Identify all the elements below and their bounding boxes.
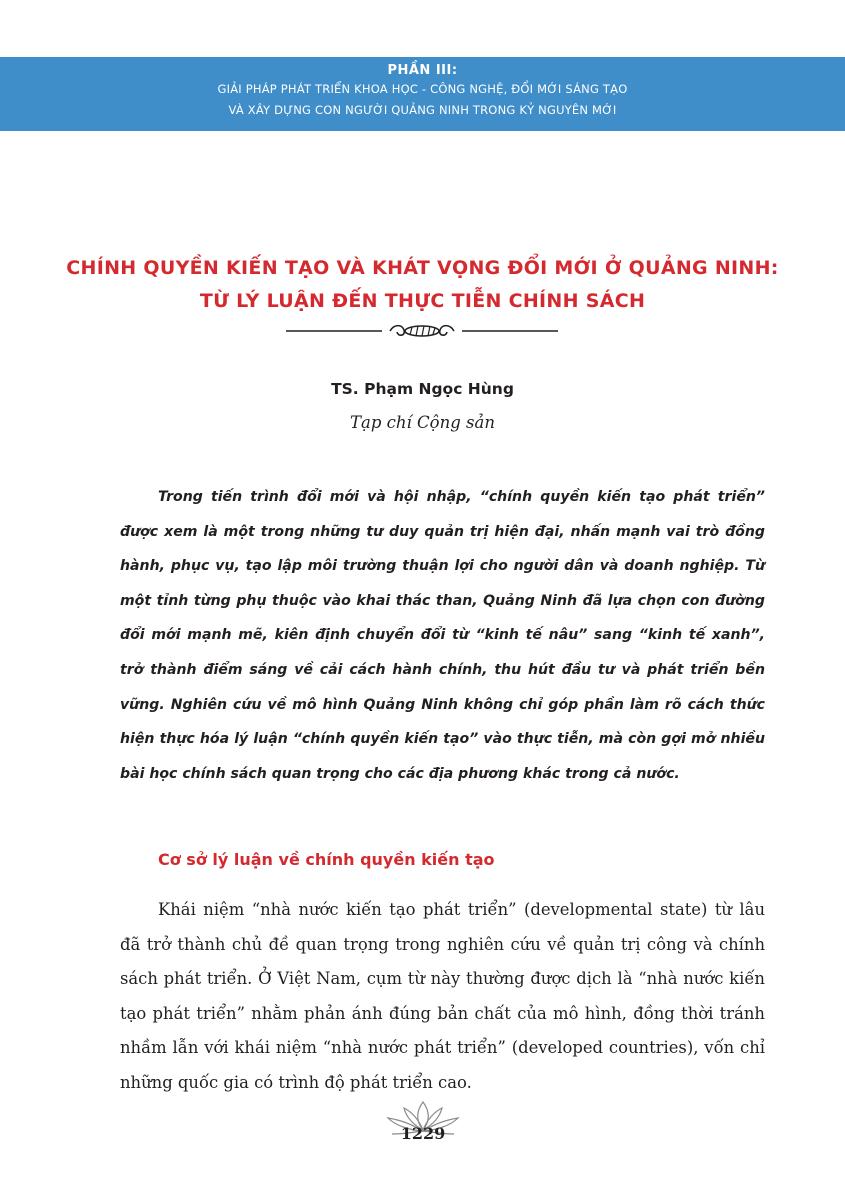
title-ornament-divider [286,322,558,340]
section-header-band [0,57,845,131]
body-paragraph: Khái niệm “nhà nước kiến tạo phát triển” (developmental state) từ lâu đã trở thành chủ đề quan trọng trong nghiên cứu về quản trị công và chính sách phát triển. Ở Việt Nam, cụm từ này thường được dịch là “nhà nước kiến tạo phát triển” nhằm phản ánh đúng bản chất của mô hình, đồng thời tránh nhầm lẫn với khái niệm “nhà nước phát triển” (developed countries), vốn chỉ những quốc gia có trình độ phát triển cao. [120,900,765,1092]
page-number: 1229 [400,1124,446,1143]
article-abstract: Trong tiến trình đổi mới và hội nhập, “chính quyền kiến tạo phát triển” được xem là một trong những tư duy quản trị hiện đại, nhấn mạnh vai trò đồng hành, phục vụ, tạo lập môi trường thuận lợi cho người dân và doanh nghiệp. Từ một tỉnh từng phụ thuộc vào khai thác than, Quảng Ninh đã lựa chọn con đường đổi mới mạnh mẽ, kiên định chuyển đổi từ “kinh tế nâu” sang “kinh tế xanh”, trở thành điểm sáng về cải cách hành chính, thu hút đầu tư và phát triển bền vững. Nghiên cứu về mô hình Quảng Ninh không chỉ góp phần làm rõ cách thức hiện thực hóa lý luận “chính quyền kiến tạo” vào thực tiễn, mà còn gợi mở nhiều bài học chính sách quan trọng cho các địa phương khác trong cả nước. [120,489,765,782]
part-title-line-2: VÀ XÂY DỰNG CON NGƯỜI QUẢNG NINH TRONG KỶ NGUYÊN MỚI [228,103,617,117]
part-label: PHẦN III: [387,63,458,78]
part-title-line-1: GIẢI PHÁP PHÁT TRIỂN KHOA HỌC - CÔNG NGHỆ, ĐỔI MỚI SÁNG TẠO [217,82,628,96]
author-affiliation: Tạp chí Cộng sản [350,413,495,432]
section-heading: Cơ sở lý luận về chính quyền kiến tạo [158,850,495,869]
article-title: CHÍNH QUYỀN KIẾN TẠO VÀ KHÁT VỌNG ĐỔI MỚI Ở QUẢNG NINH: TỪ LÝ LUẬN ĐẾN THỰC TIỄN CHÍNH SÁCH [66,257,779,312]
page-footer [382,1100,464,1156]
author-name: TS. Phạm Ngọc Hùng [331,380,514,398]
